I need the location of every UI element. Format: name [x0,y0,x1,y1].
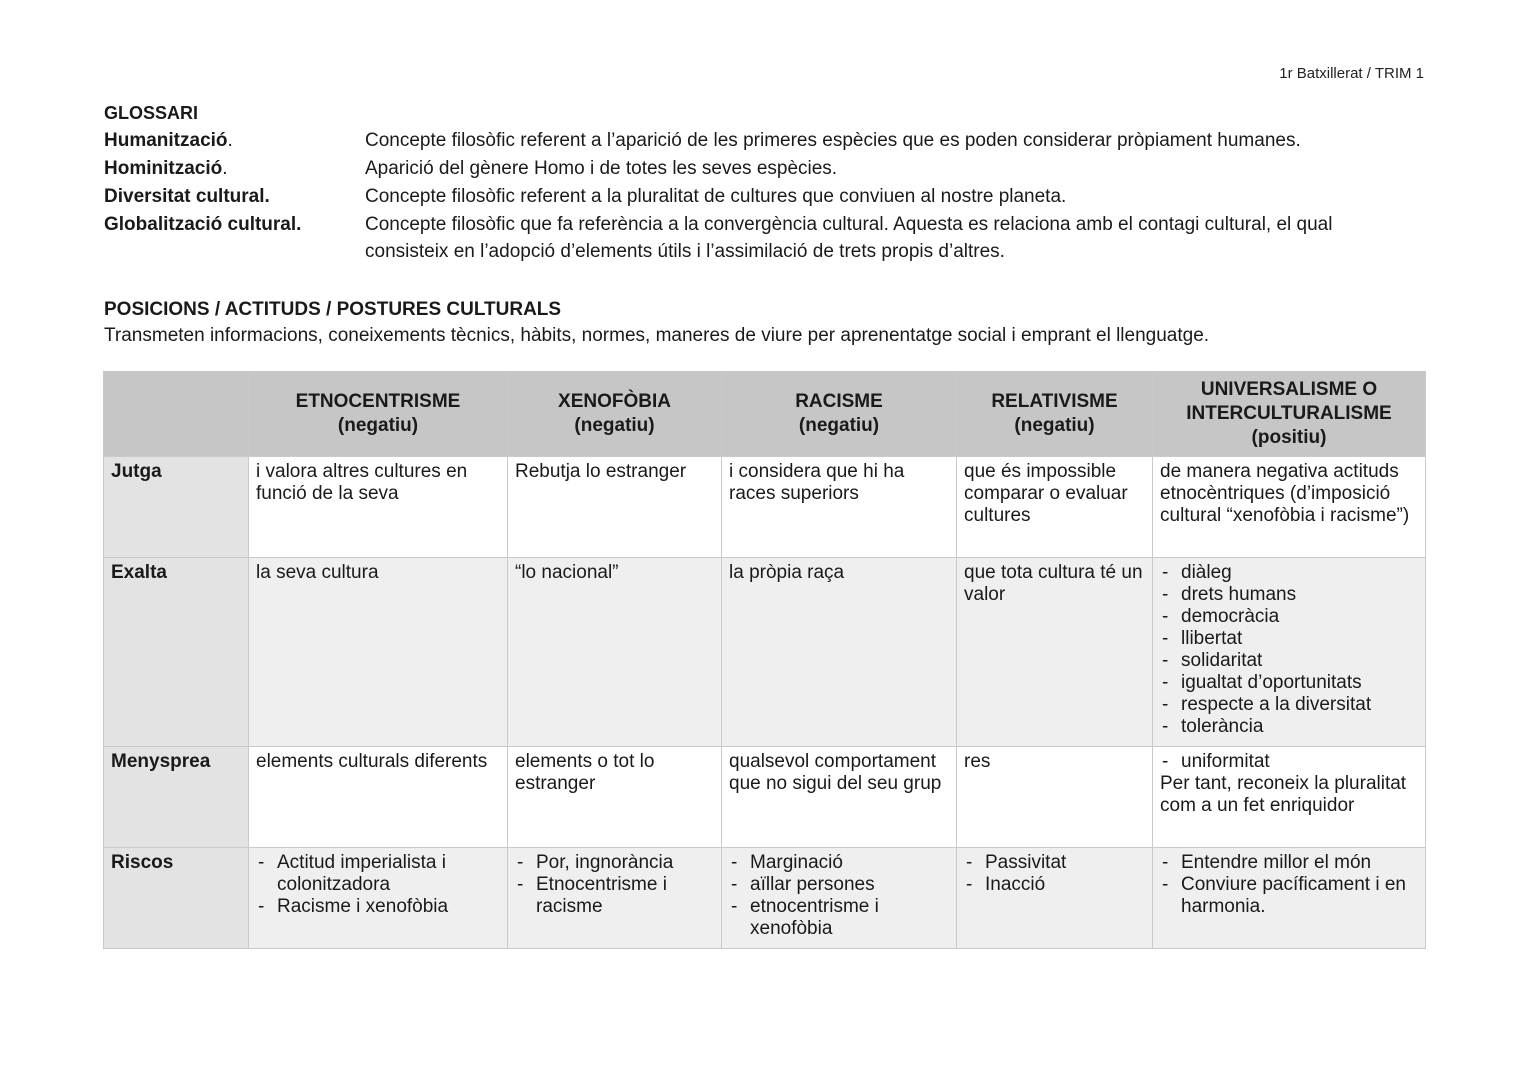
section-subtitle: Transmeten informacions, coneixements tècnics, hàbits, normes, maneres de viure per aprenentatge social i emprant el llenguatge. [104,325,1210,346]
table-cell: elements o tot lo estranger [508,747,722,848]
table-row-riscos [104,848,1426,949]
list-item: - igualtat d’oportunitats [1160,672,1418,694]
column-header-relativisme: RELATIVISME (negatiu) [957,372,1153,457]
column-header-etnocentrisme: ETNOCENTRISME (negatiu) [249,372,508,457]
value-list [256,852,500,918]
glossary-term: Diversitat cultural. [104,186,270,207]
table-cell: la pròpia raça [722,558,957,747]
table-row-menysprea [104,747,1426,848]
glossary-entry [104,183,1424,211]
row-header-riscos: Riscos [104,848,249,949]
table-cell: Rebutja lo estranger [508,457,722,558]
value-list [729,852,949,940]
glossary-entry: Humanització. Concepte filosòfic referent a l’aparició de les primeres espècies que es poden considerar pròpiament humanes. [104,127,1424,155]
table-cell [508,848,722,949]
section-title: POSICIONS / ACTITUDS / POSTURES CULTURALS [104,299,562,320]
list-item: - tolerància [1160,716,1418,738]
column-header-racisme: RACISME (negatiu) [722,372,957,457]
value-list [1160,562,1418,738]
value-list [1160,852,1418,918]
course-label: 1r Batxillerat / TRIM 1 [1279,65,1424,82]
table-cell [722,848,957,949]
list-item: - Entendre millor el món [1160,852,1418,874]
list-item: - democràcia [1160,606,1418,628]
table-cell [957,848,1153,949]
glossary-entry: Hominització. Aparició del gènere Homo i de totes les seves espècies. [104,155,1424,183]
list-item: - Inacció [964,874,1145,896]
table-cell: res [957,747,1153,848]
list-item: - Marginació [729,852,949,874]
glossary-list [104,127,1424,265]
table-cell: que tota cultura té un valor [957,558,1153,747]
table-cell: qualsevol comportament que no sigui del seu grup [722,747,957,848]
table-cell [1153,848,1426,949]
table-corner-cell [104,372,249,457]
glossary-definition: Concepte filosòfic referent a la pluralitat de cultures que conviuen al nostre planeta. [365,186,1067,207]
list-item: - llibertat [1160,628,1418,650]
list-item: - diàleg [1160,562,1418,584]
column-header-xenofobia: XENOFÒBIA (negatiu) [508,372,722,457]
glossary-title: GLOSSARI [104,103,199,123]
table-cell: que és impossible comparar o evaluar cultures [957,457,1153,558]
table-row-exalta [104,558,1426,747]
row-header-jutga: Jutga [104,457,249,558]
table-cell [1153,747,1426,848]
value-list [1160,751,1418,773]
list-item: - aïllar persones [729,874,949,896]
list-item: - Actitud imperialista i colonitzadora [256,852,500,896]
glossary-term: Hominització [104,158,223,179]
list-item: - Por, ingnorància [515,852,714,874]
list-item: - Passivitat [964,852,1145,874]
table-cell: “lo nacional” [508,558,722,747]
table-cell [249,848,508,949]
list-item: - respecte a la diversitat [1160,694,1418,716]
list-item: - etnocentrisme i xenofòbia [729,896,949,940]
table-cell: elements culturals diferents [249,747,508,848]
value-list [964,852,1145,896]
list-item: - Racisme i xenofòbia [256,896,500,918]
table-cell: i considera que hi ha races superiors [722,457,957,558]
list-item: - solidaritat [1160,650,1418,672]
cultural-positions-table [103,371,1426,949]
list-item: - uniformitat [1160,751,1418,773]
row-header-exalta: Exalta [104,558,249,747]
table-cell: de manera negativa actituds etnocèntriques (d’imposició cultural “xenofòbia i racisme”) [1153,457,1426,558]
table-cell [1153,558,1426,747]
value-list [515,852,714,918]
list-item: - drets humans [1160,584,1418,606]
table-header-row [104,372,1426,457]
glossary-definition: Aparició del gènere Homo i de totes les seves espècies. [365,158,838,179]
cell-text: Per tant, reconeix la pluralitat com a un fet enriquidor [1160,773,1407,816]
glossary-entry [104,211,1424,265]
list-item: - Conviure pacíficament i en harmonia. [1160,874,1418,918]
glossary-definition: Concepte filosòfic referent a l’aparició de les primeres espècies que es poden considerar pròpiament humanes. [365,130,1301,151]
table-cell: i valora altres cultures en funció de la seva [249,457,508,558]
row-header-menysprea: Menysprea [104,747,249,848]
column-header-universalisme: UNIVERSALISME O INTERCULTURALISME (positiu) [1153,372,1426,457]
table-cell: la seva cultura [249,558,508,747]
glossary-term: Humanització [104,130,228,151]
table-row-jutga [104,457,1426,558]
glossary-term: Globalització cultural. [104,214,302,235]
list-item: - Etnocentrisme i racisme [515,874,714,918]
glossary-definition: Concepte filosòfic que fa referència a la convergència cultural. Aquesta es relaciona amb el contagi cultural, el qual consisteix en l’adopció d’elements útils i l’assimilació de trets propis d’altres. [365,214,1333,262]
